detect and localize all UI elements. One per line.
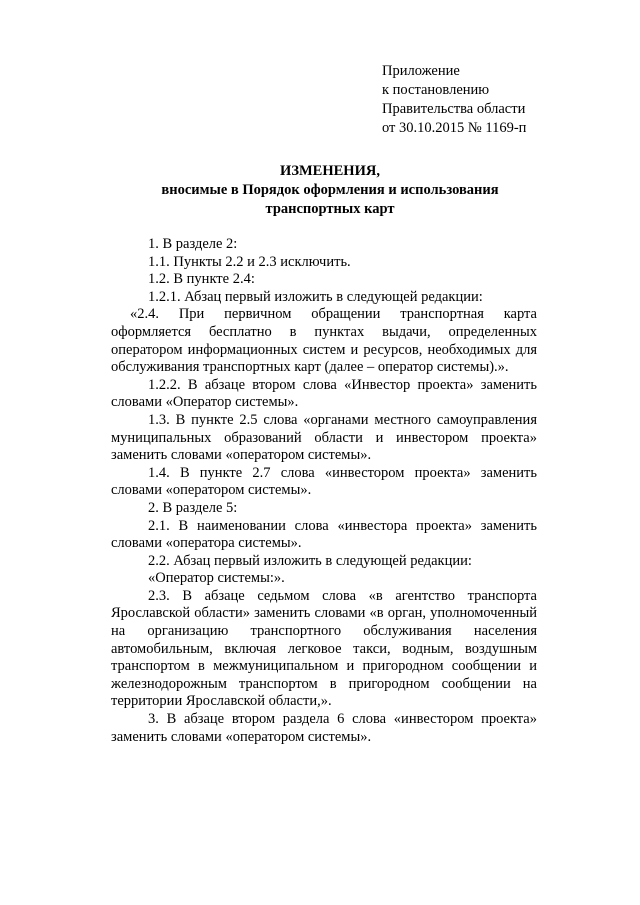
appendix-line: Приложение: [382, 63, 460, 79]
appendix-line: Правительства области: [382, 101, 526, 117]
appendix-line: от 30.10.2015 № 1169-п: [382, 120, 527, 136]
paragraph: 1.1. Пункты 2.2 и 2.3 исключить.: [148, 253, 351, 270]
paragraph: 1.2.2. В абзаце втором слова «Инвестор проекта» заменить словами «Оператор системы».: [111, 376, 537, 411]
paragraph: «Оператор системы:».: [148, 570, 285, 587]
paragraph: 1.3. В пункте 2.5 слова «органами местного самоуправления муниципальных образований области и инвестором проекта» заменить словами «оператором системы».: [111, 411, 537, 464]
appendix-block: [382, 62, 526, 138]
heading-subtitle-cont: транспортных карт: [265, 201, 395, 217]
paragraph: 2.1. В наименовании слова «инвестора проекта» заменить словами «оператора системы».: [111, 517, 537, 552]
paragraph: 2.3. В абзаце седьмом слова «в агентство транспорта Ярославской области» заменить словами «в орган, уполномоченный на организацию транспортного обслуживания населения автомобильным, включая легковое такси, водным, воздушным транспортом в межмуниципальном и пригородном сообщении и железнодорожным транспортом в пригородном сообщении на территории Ярославской области,».: [111, 587, 537, 710]
quoted-paragraph: «2.4. При первичном обращении транспортная карта оформляется бесплатно в пунктах выдачи, определенных оператором информационных систем и ресурсов, необходимых для обслуживания транспортных карт (далее – оператор системы).».: [111, 306, 537, 376]
paragraph: 1. В разделе 2:: [148, 236, 238, 252]
paragraph: 2. В разделе 5:: [148, 499, 238, 516]
heading-title: ИЗМЕНЕНИЯ,: [280, 163, 380, 179]
document-body: [111, 236, 537, 746]
document-heading: [110, 162, 550, 219]
paragraph: 1.4. В пункте 2.7 слова «инвестором проекта» заменить словами «оператором системы».: [111, 464, 537, 499]
appendix-line: к постановлению: [382, 82, 490, 98]
paragraph: 2.2. Абзац первый изложить в следующей редакции:: [148, 552, 472, 569]
paragraph: 3. В абзаце втором раздела 6 слова «инвестором проекта» заменить словами «оператором системы».: [111, 711, 537, 745]
heading-subtitle: вносимые в Порядок оформления и использования: [161, 182, 499, 198]
paragraph: 1.2. В пункте 2.4:: [148, 271, 255, 288]
paragraph: 1.2.1. Абзац первый изложить в следующей редакции:: [148, 288, 483, 305]
